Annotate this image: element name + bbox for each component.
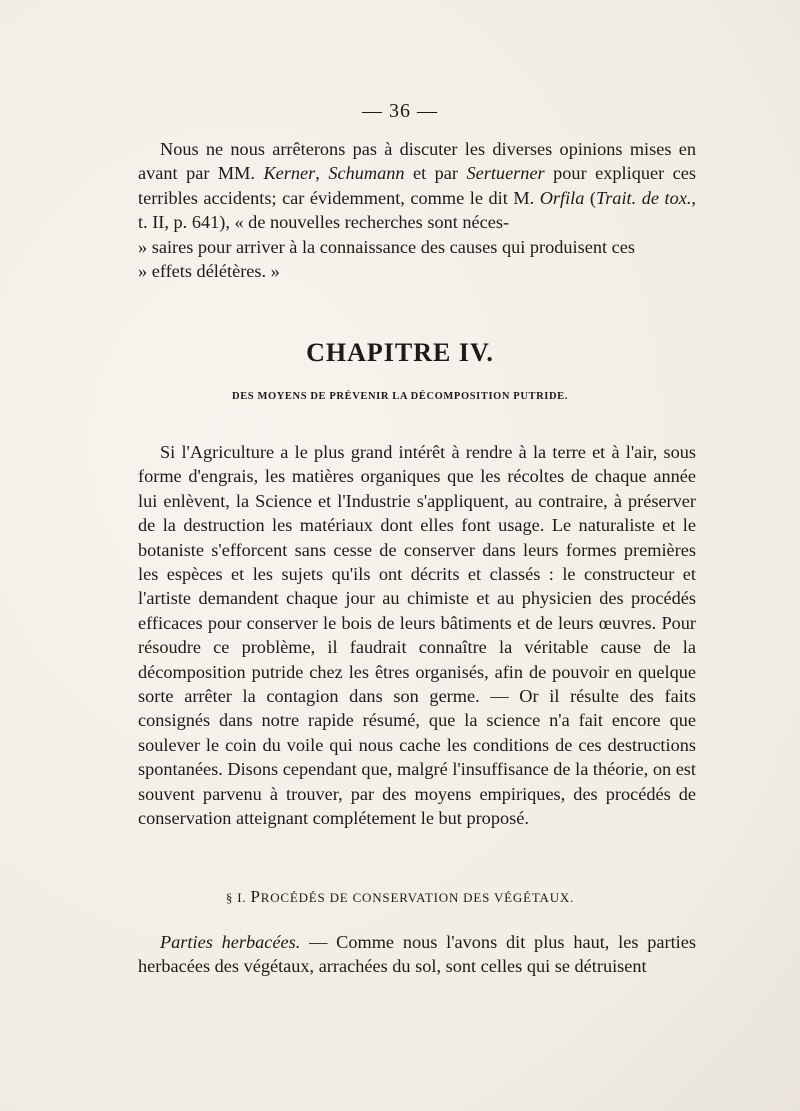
author-name: Schumann <box>328 163 405 184</box>
author-name: Sertuerner <box>466 163 545 184</box>
section-heading <box>0 887 800 907</box>
section-initial: P <box>250 887 261 906</box>
paragraph-text: Si l'Agriculture a le plus grand intérêt à rendre à la terre et à l'air, sous forme d'engrais, les matières organiques que les récoltes de chaque année lui enlèvent, la Science et l'Industrie s'appliquent, au contraire, à préserver de la destruction les matériaux dont elles font usage. Le naturaliste et le botaniste s'efforcent sans cesse de conserver dans leurs formes premières les espèces et les sujets qu'ils ont décrits et classés : le constructeur et l'artiste demandent chaque jour au chimiste et au physicien des procédés efficaces pour conserver le bois de leurs bâtiments et de leurs œuvres. Pour résoudre ce problème, il faudrait connaître la véritable cause de la décomposition putride chez les êtres organisés, afin de pouvoir en quelque sorte arrêter la contagion dans son germe. — Or il résulte des faits consignés dans notre rapide résumé, que la science n'a fait encore que soulever le coin du voile qui nous cache les conditions de ces destructions spontanées. Disons cependant que, malgré l'insuffisance de la théorie, on est souvent parvenu à trouver, par des moyens empiriques, des procédés de conservation atteignant complétement le but proposé. <box>138 442 696 829</box>
section-title: ROCÉDÉS DE CONSERVATION DES VÉGÉTAUX. <box>260 890 575 905</box>
lead-in: Parties herbacées. <box>160 932 301 952</box>
paragraph-agriculture <box>138 440 696 831</box>
quote-line: » saires pour arriver à la connaissance des causes qui produisent ces <box>138 236 635 257</box>
author-name: Orfila <box>539 187 585 208</box>
quote-line: » effets délétères. » <box>138 261 280 282</box>
author-name: Kerner <box>263 163 316 184</box>
chapter-title: CHAPITRE IV. <box>306 338 494 367</box>
citation-title: Trait. de tox. <box>596 187 692 208</box>
page-number: — 36 — <box>362 100 438 122</box>
paragraph-herbaceous: Parties herbacées. — Comme nous l'avons dit plus haut, les parties herbacées des végétaux, arrachées du sol, sont celles qui se détruisent <box>138 932 696 977</box>
chapter-subtitle: DES MOYENS DE PRÉVENIR LA DÉCOMPOSITION PUTRIDE. <box>232 391 568 402</box>
paragraph-opinions: Nous ne nous arrêterons pas à discuter les diverses opinions mises en avant par MM. Kerner, Schumann et par Sertuerner pour expliquer ces terribles accidents; car évidemment, comme le dit M. Orfila (Trait. de tox., t. II, p. 641), « de nouvelles recherches sont néces- » saires pour arriver à la connaissance des causes qui produisent ces » effets délétères. » <box>138 137 696 283</box>
section-number: § I. <box>225 890 247 905</box>
